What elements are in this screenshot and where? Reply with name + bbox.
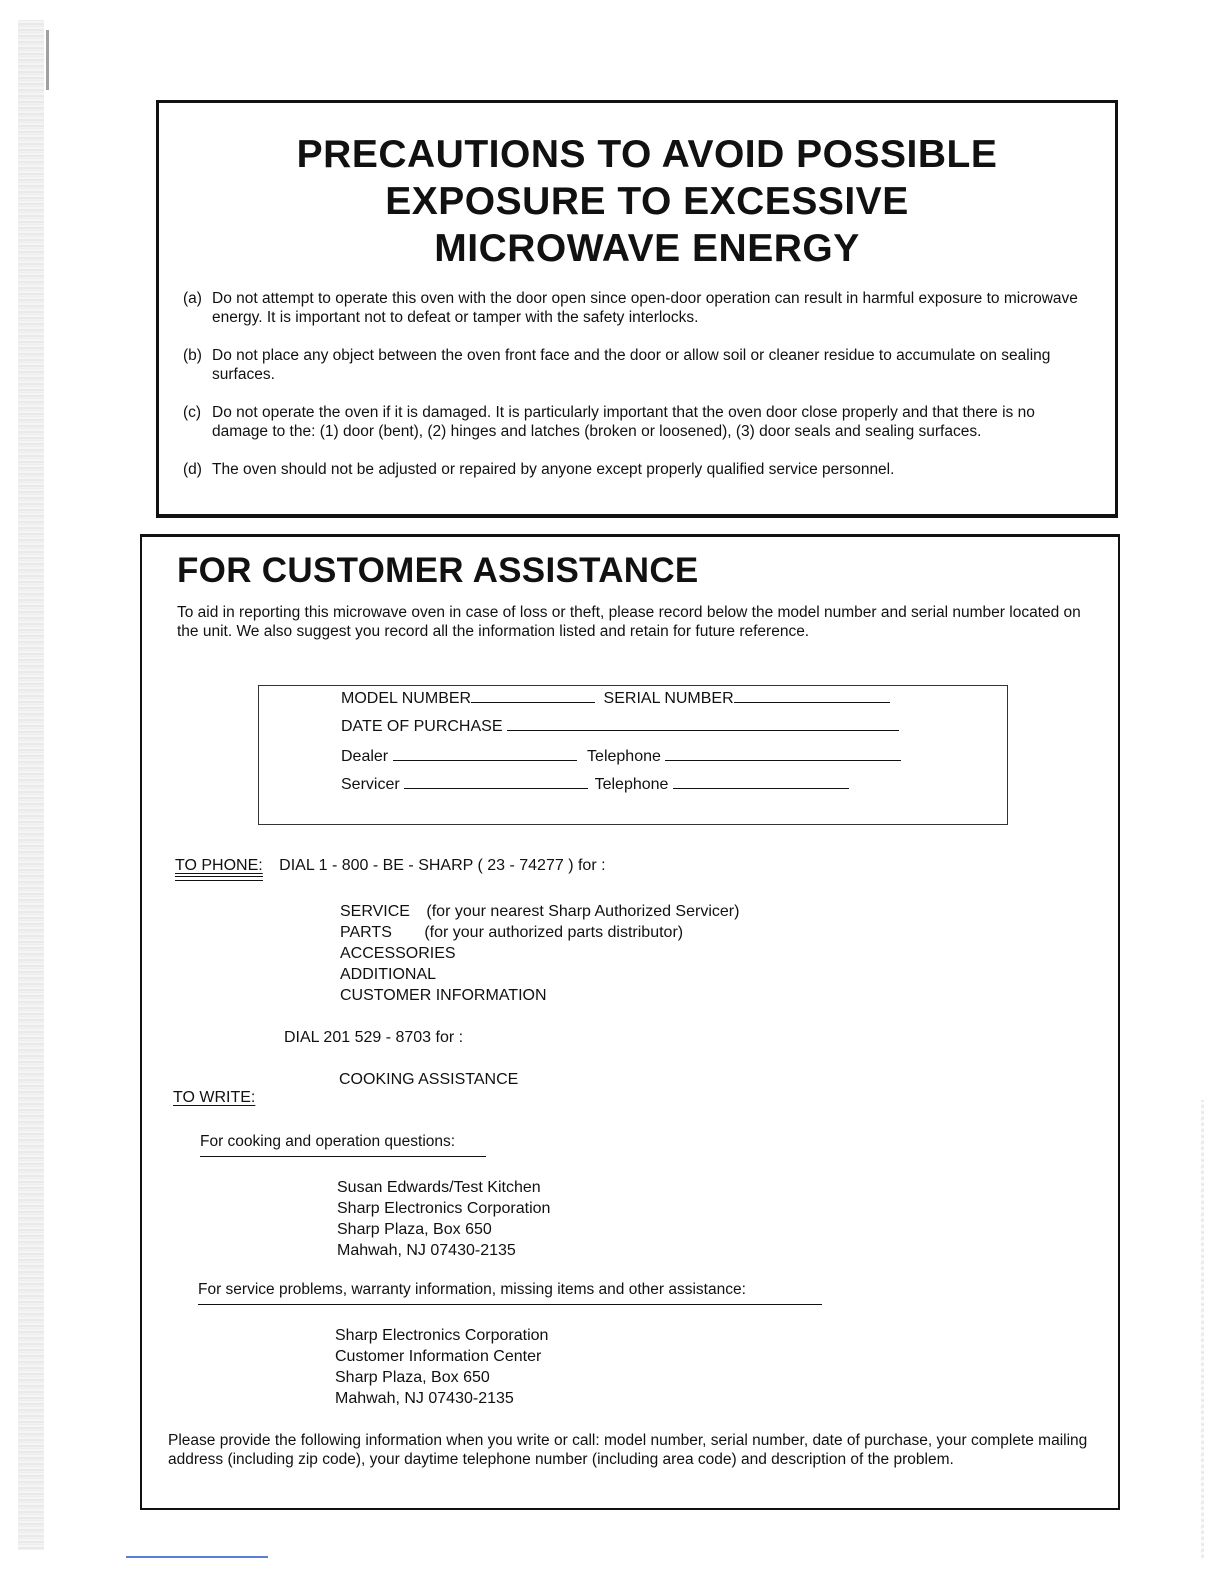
address-line: Susan Edwards/Test Kitchen: [337, 1179, 541, 1196]
date-of-purchase-row: [341, 716, 899, 736]
precaution-item: [183, 346, 1095, 384]
address-line: Sharp Plaza, Box 650: [335, 1369, 490, 1386]
cooking-address: [337, 1177, 550, 1261]
precautions-box: [156, 100, 1118, 518]
servicer-label: Servicer: [341, 776, 400, 793]
address-line: Customer Information Center: [335, 1348, 542, 1365]
dealer-row: [341, 746, 901, 766]
phone-dial-line: DIAL 1 - 800 - BE - SHARP ( 23 - 74277 ) for :: [279, 857, 606, 874]
service-address: [335, 1325, 548, 1409]
servicer-telephone-label: Telephone: [594, 776, 669, 793]
service-row: ADDITIONAL: [340, 966, 437, 983]
precaution-letter: (d): [183, 461, 202, 478]
serial-number-field[interactable]: [734, 688, 890, 703]
dealer-label: Dealer: [341, 748, 389, 765]
precaution-item: [183, 460, 1095, 479]
address-line: Mahwah, NJ 07430-2135: [337, 1242, 516, 1259]
service-row: CUSTOMER INFORMATION: [340, 987, 547, 1004]
address-line: Mahwah, NJ 07430-2135: [335, 1390, 514, 1407]
phone-services-list: [340, 901, 739, 1006]
date-of-purchase-field[interactable]: [507, 716, 899, 731]
precautions-title-line: EXPOSURE TO EXCESSIVE: [385, 180, 909, 223]
cooking-assistance: COOKING ASSISTANCE: [339, 1071, 519, 1088]
customer-assistance-intro: To aid in reporting this microwave oven in case of loss or theft, please record below the model number and serial number located on the unit. We also suggest you record all the information listed and retain for future reference.: [177, 604, 1081, 640]
service-note: (for your authorized parts distributor): [424, 924, 684, 941]
record-form: [258, 685, 1008, 825]
precaution-item: [183, 289, 1095, 327]
precautions-title-line: MICROWAVE ENERGY: [434, 227, 860, 270]
precaution-letter: (c): [183, 404, 202, 421]
scan-edge-right: [1201, 1100, 1204, 1560]
dealer-telephone-field[interactable]: [665, 746, 901, 761]
servicer-field[interactable]: [404, 774, 588, 789]
service-row: [340, 901, 739, 922]
model-number-row: [341, 688, 890, 708]
servicer-row: [341, 774, 849, 794]
address-line: Sharp Electronics Corporation: [335, 1327, 549, 1344]
service-questions-heading: For service problems, warranty information, missing items and other assistance:: [198, 1281, 822, 1305]
to-write-label: TO WRITE:: [173, 1089, 256, 1106]
precaution-item: [183, 403, 1095, 441]
precaution-letter: (b): [183, 347, 202, 364]
model-number-field[interactable]: [471, 688, 595, 703]
to-phone-label: TO PHONE:: [175, 857, 263, 874]
service-name: SERVICE: [340, 903, 410, 920]
customer-assistance-title: FOR CUSTOMER ASSISTANCE: [177, 551, 699, 590]
servicer-telephone-field[interactable]: [673, 774, 849, 789]
to-phone-row: [175, 857, 606, 875]
service-row: [340, 922, 739, 943]
precaution-text: Do not operate the oven if it is damaged. It is particularly important that the oven door close properly and that there is no damage to the: (1) door (bent), (2) hinges and latches (broken or loosened), (3) door seals and sealing surfaces.: [212, 404, 1035, 440]
model-number-label: MODEL NUMBER: [341, 690, 472, 707]
service-note: (for your nearest Sharp Authorized Servicer): [426, 903, 740, 920]
service-row: ACCESSORIES: [340, 945, 456, 962]
address-line: Sharp Plaza, Box 650: [337, 1221, 492, 1238]
date-of-purchase-label: DATE OF PURCHASE: [341, 718, 503, 735]
dealer-telephone-label: Telephone: [587, 748, 661, 765]
precaution-text: The oven should not be adjusted or repaired by anyone except properly qualified service personnel.: [212, 461, 895, 478]
precautions-list: [183, 289, 1095, 498]
dealer-field[interactable]: [393, 746, 577, 761]
bottom-rule: [126, 1556, 268, 1558]
dial-cooking-line: DIAL 201 529 - 8703 for :: [284, 1029, 464, 1046]
service-name: PARTS: [340, 924, 392, 941]
precautions-title-line: PRECAUTIONS TO AVOID POSSIBLE: [296, 133, 998, 176]
customer-assistance-box: [140, 534, 1120, 1510]
to-write-row: [173, 1089, 255, 1107]
precautions-title: [219, 131, 1075, 272]
closing-note: Please provide the following information when you write or call: model number, serial number, date of purchase, your complete mailing address (including zip code), your daytime telephone number (including area code) and description of the problem.: [168, 1432, 1088, 1468]
scan-edge-left: [18, 20, 44, 1550]
precaution-text: Do not place any object between the oven front face and the door or allow soil or cleaner residue to accumulate on sealing surfaces.: [212, 347, 1051, 383]
address-line: Sharp Electronics Corporation: [337, 1200, 551, 1217]
cooking-questions-heading: For cooking and operation questions:: [200, 1133, 486, 1157]
precaution-text: Do not attempt to operate this oven with the door open since open-door operation can result in harmful exposure to microwave energy. It is important not to defeat or tamper with the safety interlocks.: [212, 290, 1078, 326]
serial-number-label: SERIAL NUMBER: [603, 690, 734, 707]
precaution-letter: (a): [183, 290, 202, 307]
